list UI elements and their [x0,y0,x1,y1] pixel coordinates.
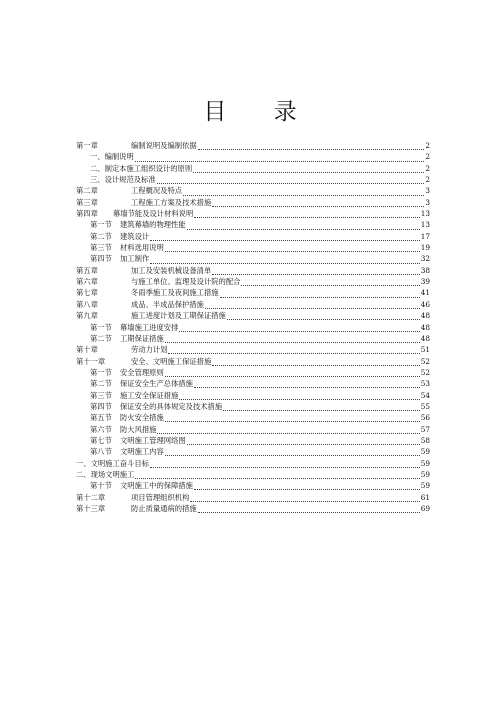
toc-entry-title: 文明施工管理网络图 [120,435,186,445]
dot-leader [194,483,420,490]
toc-entry-number: 第七节 [90,435,112,445]
dot-leader [135,472,419,479]
dot-leader [165,370,420,377]
toc-entry[interactable] [76,140,430,151]
dot-leader [194,211,419,218]
toc-entry[interactable] [76,480,430,491]
toc-entry-number: 第十一章 [76,356,106,366]
toc-entry-page: 2 [425,175,430,185]
toc-entry-title: 工期保证措施 [120,333,164,343]
toc-entry-number: 第六章 [76,277,98,287]
toc-entry-page: 48 [420,311,430,321]
toc-entry-number: 第二节 [90,379,112,389]
toc-entry[interactable] [76,163,430,174]
toc-entry-title: 加工及安装机械设备清单 [131,265,212,275]
page-title: 目 录 [203,99,317,125]
toc-entry-number: 第四章 [76,209,98,219]
toc-entry-page: 52 [420,367,430,377]
toc-entry[interactable] [76,253,430,264]
toc-entry[interactable] [76,469,430,480]
toc-entry-number: 第八章 [76,299,98,309]
toc-entry-title: 文明施工内容 [120,447,164,457]
toc-entry-title: 一、编制说明 [90,152,134,162]
toc-entry-title: 安全管理原则 [120,367,164,377]
toc-entry-number: 第二章 [76,186,98,196]
toc-entry-title: 加工制作 [120,254,150,264]
toc-entry-number: 第一节 [90,367,112,377]
toc-entry-number: 第三节 [90,243,112,253]
toc-entry-title: 劳动力计划 [131,345,168,355]
dot-leader [183,189,424,196]
toc-entry-title: 三、设计规范及标准 [90,175,156,185]
toc-entry-page: 19 [420,243,430,253]
toc-entry[interactable] [76,185,430,196]
toc-entry-number: 第四节 [90,401,112,411]
toc-entry-title: 幕墙施工进度安排 [120,322,179,332]
toc-entry-page: 61 [420,492,430,502]
toc-entry-page: 58 [420,435,430,445]
toc-entry[interactable] [76,310,430,321]
toc-entry-title: 成品、半成品保护措施 [131,299,204,309]
toc-entry-title: 保证安全的具体规定及技术措施 [120,401,223,411]
toc-entry-title: 工程概况及特点 [131,186,183,196]
toc-entry[interactable] [76,276,430,287]
toc-entry-page: 59 [420,469,430,479]
dot-leader [165,245,420,252]
toc-entry[interactable] [76,344,430,355]
dot-leader [212,200,424,207]
toc-entry[interactable] [76,356,430,367]
toc-entry-title: 安全、文明施工保证措施 [131,356,212,366]
dot-leader [135,155,425,162]
toc-entry[interactable] [76,333,430,344]
toc-entry-page: 59 [420,458,430,468]
dot-leader [150,461,420,468]
dot-leader [165,415,420,422]
toc-entry-page: 32 [420,254,430,264]
toc-entry-number: 第二节 [90,333,112,343]
toc-entry-title: 冬雨季施工及夜间施工措施 [131,288,219,298]
toc-entry-title: 防止质量通病的措施 [131,504,197,513]
toc-entry-page: 3 [425,186,430,196]
toc-entry-title: 建筑幕墙的物理性能 [120,220,186,230]
toc-entry-title: 材料选用说明 [120,243,164,253]
dot-leader [198,143,425,150]
toc-entry[interactable] [76,492,430,503]
dot-leader [220,291,420,298]
toc-entry-page: 55 [420,401,430,411]
toc-entry-title: 幕墙节能及设计材料说明 [113,209,194,219]
toc-entry-number: 第三章 [76,197,98,207]
toc-entry[interactable] [76,378,430,389]
toc-entry-number: 第一章 [76,141,98,150]
toc-entry-title: 二、制定本施工组织设计的原则 [90,163,193,173]
table-of-contents [76,140,430,514]
toc-entry[interactable] [76,197,430,208]
toc-entry-page: 13 [420,209,430,219]
toc-entry[interactable] [76,242,430,253]
toc-entry-page: 59 [420,447,430,457]
dot-leader [179,393,419,400]
toc-entry-number: 第八节 [90,447,112,457]
dot-leader [150,257,420,264]
dot-leader [157,427,419,434]
toc-entry-number: 第九章 [76,311,98,321]
toc-entry-page: 56 [420,413,430,423]
dot-leader [205,302,420,309]
toc-entry-number: 第十二章 [76,492,106,502]
toc-entry-title: 编制说明及编制依据 [131,141,197,150]
toc-entry-title: 建筑设计 [120,231,150,241]
toc-entry-title: 项目管理组织机构 [131,492,190,502]
toc-entry-title: 施工安全保证措施 [120,390,179,400]
dot-leader [227,313,420,320]
dot-leader [223,404,420,411]
toc-entry-page: 46 [420,299,430,309]
toc-entry[interactable] [76,287,430,298]
dot-leader [194,381,420,388]
toc-entry-page: 69 [420,504,430,513]
toc-entry[interactable] [76,412,430,423]
dot-leader [212,359,419,366]
toc-entry[interactable] [76,446,430,457]
toc-entry-number: 第一节 [90,322,112,332]
toc-entry[interactable] [76,174,430,185]
toc-entry-number: 第五节 [90,413,112,423]
toc-entry[interactable] [76,503,430,514]
toc-entry-page: 2 [425,152,430,162]
toc-entry-number: 第六节 [90,424,112,434]
toc-entry-title: 施工进度计划及工期保证措施 [131,311,226,321]
dot-leader [168,347,419,354]
dot-leader [241,279,419,286]
dot-leader [212,268,419,275]
toc-entry-page: 48 [420,322,430,332]
dot-leader [187,223,420,230]
toc-entry-number: 第四节 [90,254,112,264]
toc-entry[interactable] [76,231,430,242]
toc-entry-title: 防火安全措施 [120,413,164,423]
dot-leader [190,495,419,502]
toc-entry[interactable] [76,435,430,446]
toc-entry-page: 59 [420,481,430,491]
toc-entry-number: 第二节 [90,231,112,241]
toc-entry-page: 2 [425,163,430,173]
toc-entry-number: 第十节 [90,481,112,491]
dot-leader [165,449,420,456]
toc-entry-page: 3 [425,197,430,207]
dot-leader [165,336,420,343]
toc-entry-title: 保证安全生产总体措施 [120,379,193,389]
toc-entry[interactable] [76,265,430,276]
dot-leader [198,506,420,513]
toc-entry[interactable] [76,390,430,401]
dot-leader [179,325,419,332]
dot-leader [193,166,424,173]
toc-entry[interactable] [76,219,430,230]
toc-entry[interactable] [76,401,430,412]
toc-entry-title: 工程施工方案及技术措施 [131,197,212,207]
toc-entry-number: 第三节 [90,390,112,400]
toc-entry-page: 53 [420,379,430,389]
toc-entry-page: 41 [420,288,430,298]
toc-entry[interactable] [76,424,430,435]
toc-entry[interactable] [76,458,430,469]
toc-entry[interactable] [76,208,430,219]
toc-entry[interactable] [76,367,430,378]
toc-entry-page: 57 [420,424,430,434]
dot-leader [187,438,420,445]
toc-entry[interactable] [76,299,430,310]
toc-entry-page: 39 [420,277,430,287]
toc-entry-number: 第十三章 [76,504,106,513]
toc-entry-page: 52 [420,356,430,366]
toc-entry-title: 二、现场文明施工 [76,469,135,479]
dot-leader [157,177,425,184]
toc-entry-page: 2 [425,141,430,150]
toc-entry-page: 38 [420,265,430,275]
toc-entry[interactable] [76,151,430,162]
toc-entry-title: 与施工单位、监理及设计院的配合 [131,277,241,287]
toc-entry-number: 第十章 [76,345,98,355]
toc-entry-title: 防大风措施 [120,424,157,434]
toc-entry[interactable] [76,322,430,333]
toc-entry-title: 文明施工中的保障措施 [120,481,193,491]
toc-entry-number: 第一节 [90,220,112,230]
toc-entry-page: 51 [420,345,430,355]
toc-entry-title: 一、文明施工奋斗目标 [76,458,149,468]
toc-entry-page: 17 [420,231,430,241]
toc-entry-page: 48 [420,333,430,343]
toc-entry-number: 第五章 [76,265,98,275]
dot-leader [150,234,420,241]
toc-entry-page: 13 [420,220,430,230]
toc-entry-number: 第七章 [76,288,98,298]
toc-entry-page: 54 [420,390,430,400]
